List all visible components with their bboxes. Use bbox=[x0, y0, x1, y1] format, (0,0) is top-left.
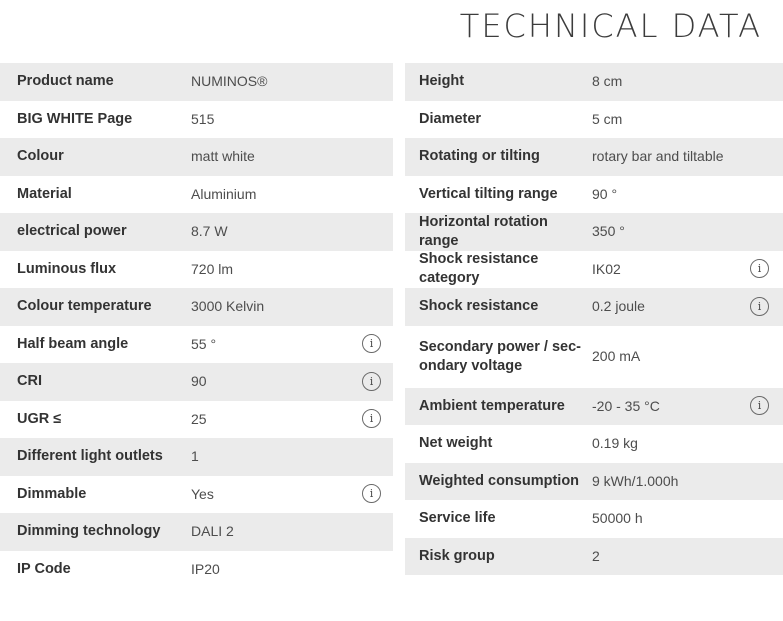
info-icon-slot bbox=[750, 297, 770, 317]
table-row bbox=[405, 176, 783, 214]
spec-label: Colour bbox=[17, 148, 64, 165]
table-row bbox=[405, 101, 783, 139]
spec-value: Aluminium bbox=[191, 185, 257, 202]
spec-value: 55 ° bbox=[191, 335, 217, 352]
spec-label: Net weight bbox=[419, 435, 493, 452]
spec-label: CRI bbox=[17, 373, 42, 390]
table-row bbox=[0, 288, 393, 326]
table-row bbox=[0, 363, 393, 401]
info-icon[interactable]: i bbox=[362, 334, 381, 353]
spec-table-left bbox=[0, 63, 393, 588]
spec-value: IP20 bbox=[191, 560, 220, 577]
table-row bbox=[0, 326, 393, 364]
spec-label: Product name bbox=[17, 73, 114, 90]
spec-value: 200 mA bbox=[592, 348, 641, 364]
table-row bbox=[405, 425, 783, 463]
table-row bbox=[405, 213, 783, 251]
spec-value: NUMINOS® bbox=[191, 73, 268, 90]
spec-value: -20 - 35 °C bbox=[592, 397, 660, 414]
spec-value: 5 cm bbox=[592, 110, 623, 127]
spec-value: 8 cm bbox=[592, 73, 623, 90]
table-row bbox=[0, 401, 393, 439]
spec-label: Different light outlets bbox=[17, 448, 163, 465]
spec-table-right bbox=[405, 63, 783, 575]
table-row bbox=[405, 500, 783, 538]
spec-label: Rotating or tilting bbox=[419, 148, 540, 165]
spec-value: 1 bbox=[191, 448, 199, 465]
spec-label: IP Code bbox=[17, 560, 71, 577]
info-icon-slot bbox=[362, 484, 382, 504]
spec-label: UGR ≤ bbox=[17, 410, 62, 427]
spec-label: Dimming technology bbox=[17, 523, 161, 540]
spec-value: 9 kWh/1.000h bbox=[592, 472, 679, 489]
spec-label: Height bbox=[419, 73, 465, 90]
table-row bbox=[405, 63, 783, 101]
spec-label: Dimmable bbox=[17, 485, 87, 502]
table-row bbox=[0, 251, 393, 289]
spec-value: Yes bbox=[191, 485, 214, 502]
table-row bbox=[405, 288, 783, 326]
spec-label: Vertical tilting range bbox=[419, 185, 558, 202]
info-icon-slot bbox=[750, 259, 770, 279]
spec-value: 0.19 kg bbox=[592, 435, 638, 452]
spec-value: IK02 bbox=[592, 260, 621, 277]
info-icon[interactable]: i bbox=[750, 396, 769, 415]
spec-label: Service life bbox=[419, 510, 496, 527]
spec-value: 2 bbox=[592, 547, 600, 564]
info-icon-slot bbox=[362, 409, 382, 429]
spec-label: Shock resistance category bbox=[419, 251, 539, 287]
table-row bbox=[0, 476, 393, 514]
table-row bbox=[0, 438, 393, 476]
table-row bbox=[405, 538, 783, 576]
spec-label: Colour temperature bbox=[17, 298, 152, 315]
spec-value: 720 lm bbox=[191, 260, 234, 277]
info-icon[interactable]: i bbox=[750, 259, 769, 278]
spec-label: electrical power bbox=[17, 223, 127, 240]
table-row bbox=[405, 138, 783, 176]
spec-value: 3000 Kelvin bbox=[191, 298, 265, 315]
spec-label: Half beam angle bbox=[17, 335, 129, 352]
spec-label: Horizontal rotation range bbox=[419, 213, 548, 249]
spec-label: Risk group bbox=[419, 547, 495, 564]
info-icon[interactable]: i bbox=[362, 484, 381, 503]
info-icon[interactable]: i bbox=[750, 297, 769, 316]
info-icon-slot bbox=[362, 372, 382, 392]
spec-value: 515 bbox=[191, 110, 215, 127]
table-row bbox=[405, 326, 783, 388]
spec-label: Ambient temperature bbox=[419, 397, 565, 414]
spec-value: 350 ° bbox=[592, 223, 625, 240]
info-icon[interactable]: i bbox=[362, 409, 381, 428]
spec-value: 8.7 W bbox=[191, 223, 228, 240]
table-row bbox=[0, 213, 393, 251]
table-row bbox=[0, 63, 393, 101]
spec-value: matt white bbox=[191, 148, 255, 165]
table-row bbox=[405, 388, 783, 426]
spec-label: Secondary power / sec-ondary voltage bbox=[419, 338, 581, 374]
spec-label: BIG WHITE Page bbox=[17, 110, 133, 127]
spec-label: Material bbox=[17, 185, 72, 202]
spec-value: rotary bar and tiltable bbox=[592, 148, 724, 165]
spec-label: Luminous flux bbox=[17, 260, 117, 277]
table-row bbox=[0, 176, 393, 214]
spec-value: 90 ° bbox=[592, 185, 618, 202]
table-row bbox=[0, 551, 393, 589]
table-row bbox=[405, 463, 783, 501]
spec-label: Diameter bbox=[419, 110, 482, 127]
table-row bbox=[0, 138, 393, 176]
spec-value: 25 bbox=[191, 410, 207, 427]
spec-value: 90 bbox=[191, 373, 207, 390]
spec-label: Weighted consumption bbox=[419, 472, 580, 489]
info-icon[interactable]: i bbox=[362, 372, 381, 391]
info-icon-slot bbox=[362, 334, 382, 354]
spec-value: 0.2 joule bbox=[592, 298, 645, 315]
table-row bbox=[405, 251, 783, 289]
spec-label: Shock resistance bbox=[419, 298, 539, 315]
page-title: TECHNICAL DATA bbox=[459, 7, 762, 45]
spec-value: 50000 h bbox=[592, 510, 643, 527]
info-icon-slot bbox=[750, 396, 770, 416]
spec-value: DALI 2 bbox=[191, 523, 234, 540]
table-row bbox=[0, 101, 393, 139]
table-row bbox=[0, 513, 393, 551]
